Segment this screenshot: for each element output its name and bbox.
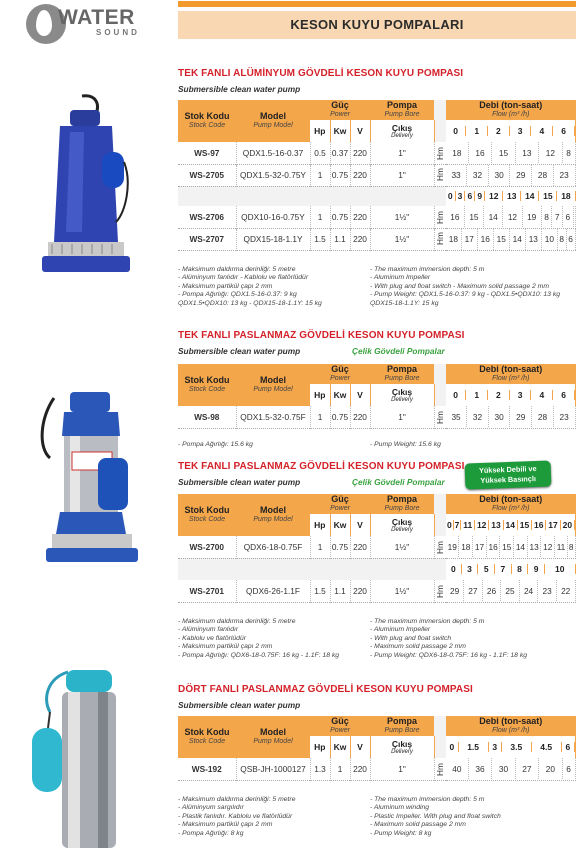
head-value: 14	[484, 206, 503, 227]
flow-value-header: 0	[446, 390, 466, 400]
head-value: 16	[477, 229, 493, 250]
head-value: 16	[486, 536, 500, 557]
model-header: Model Pump Model	[236, 364, 310, 406]
flow-value-header: 14	[503, 520, 517, 530]
head-value: 19	[522, 206, 541, 227]
table-row	[178, 536, 576, 558]
kw-value: 0.75	[330, 206, 350, 228]
head-value: 29	[510, 165, 532, 186]
table-row	[178, 580, 576, 602]
note-line: - Pompa Ağırlığı: QDX1.5-16-0.37: 9 kg	[178, 291, 297, 299]
note-line: - With plug and float switch	[370, 634, 452, 642]
section3-table: Stok Kodu Stock Code Model Pump Model Güç Power Pompa Pump Bore Debi (ton-saat) Flow (m³ /h) Hp Kw V Çıkış Delivery 0 7 11 12 13 14 15 16 17 20 WS-2700 QDX6-18-0.75F 1 0.75 220 1½" Hm 19 18 17 16 15 14 13 12 11 8 0 3 5 7 8 9 10 WS-2701 QDX6-26-1.1F 1.5 1.1 220 1½" Hm 29 27 26 25 24 23 22	[178, 494, 576, 603]
note-line: - Pompa Ağırlığı: QDX6-18-0.75F: 16 kg - 1.1F: 18 kg	[178, 651, 340, 659]
flow-value-header: 13	[489, 520, 503, 530]
flow-value-header: 6	[553, 126, 575, 136]
stock-code: WS-2700	[178, 536, 236, 558]
hp-value: 1	[310, 406, 330, 428]
flow-header: Debi (ton-saat) Flow (m³ /h)	[446, 100, 576, 120]
hp-value: 1.3	[310, 758, 330, 780]
pump-bore-header: Pompa Pump Bore	[370, 716, 434, 736]
voltage-value: 220	[350, 758, 370, 780]
head-value: 32	[467, 406, 489, 427]
stock-code: WS-2705	[178, 164, 236, 186]
head-value: 30	[492, 758, 515, 779]
pump-model: QDX15-18-1.1Y	[236, 228, 310, 250]
flow-value-header: 9	[528, 564, 545, 574]
power-header: Güç Power	[310, 716, 370, 736]
note-line: - Alüminyum fanlıdır - Kablolu ve flatörlüdür	[178, 274, 309, 282]
head-value: 8	[541, 206, 552, 227]
flow-value-header: 2	[488, 390, 510, 400]
flow-value-header: 0	[446, 126, 466, 136]
head-value: 19	[446, 536, 459, 557]
head-value: 13	[525, 229, 541, 250]
head-value: 7	[552, 206, 563, 227]
voltage-value: 220	[350, 206, 370, 228]
head-value: 20	[539, 758, 562, 779]
note-line: - Maksimum daldırma derinliği: 5 metre	[178, 796, 296, 803]
flow-value-header: 20	[560, 520, 574, 530]
head-value: 29	[510, 406, 532, 427]
head-value: 29	[446, 580, 464, 601]
kw-value: 0.75	[330, 164, 350, 186]
hm-label: Hm	[434, 762, 445, 776]
brand-sub: SOUND	[96, 28, 140, 37]
pump-image-aluminum	[26, 92, 146, 282]
head-value: 14	[509, 229, 525, 250]
head-value: 8	[557, 229, 566, 250]
head-value: 35	[446, 406, 467, 427]
flow-value-header: 3	[509, 126, 531, 136]
head-value: 6	[562, 206, 573, 227]
kw-value: 0.75	[330, 536, 350, 558]
note-line: - The maximum immersion depth: 5 m	[370, 266, 485, 273]
flow-value-header: 10	[544, 564, 575, 574]
note-line: - Maksimum partikül çapı 2 mm	[178, 643, 273, 651]
section3-notes-tr	[178, 618, 368, 660]
voltage-value: 220	[350, 228, 370, 250]
section2-note-en: - Pump Weight: 15.6 kg	[370, 441, 441, 448]
note-line: - Aluminum Impeller	[370, 274, 431, 282]
head-value: 14	[514, 536, 528, 557]
stock-code-header: Stok Kodu Stock Code	[178, 100, 236, 142]
head-value: 25	[501, 580, 520, 601]
hp-value: 1	[310, 164, 330, 186]
stock-code: WS-2706	[178, 206, 236, 228]
hp-value: 1	[310, 206, 330, 228]
table-row	[178, 164, 576, 186]
note-line: - Maksimum daldırma derinliği: 5 metre	[178, 618, 296, 625]
flow-value-header: 11	[461, 520, 475, 530]
head-value: 22	[556, 580, 575, 601]
flow-value-header: 8	[511, 564, 528, 574]
stock-code: WS-98	[178, 406, 236, 428]
head-value: 15	[464, 206, 483, 227]
note-line: - Aluminum Impeller	[370, 626, 431, 634]
head-value: 13	[515, 142, 538, 163]
note-line: - Pump Weight: QDX6-18-0.75F: 16 kg - 1.1F: 18 kg	[370, 651, 528, 659]
section3-notes-en	[370, 618, 576, 660]
flow-value-header: 4	[531, 126, 553, 136]
head-value	[573, 206, 575, 227]
head-value: 17	[473, 536, 487, 557]
pump-model: QDX1.5-32-0.75F	[236, 406, 310, 428]
flow-value-header: 6	[465, 191, 475, 201]
section2-celik: Çelik Gövdeli Pompalar	[352, 346, 445, 356]
head-value: 23	[553, 406, 575, 427]
flow-value-header: 6	[553, 390, 575, 400]
top-rule	[178, 1, 576, 7]
note-line: QDX15-18-1.1Y: 15 kg	[370, 299, 439, 307]
section1-notes-en	[370, 266, 576, 308]
flow-value-header: 15	[539, 191, 557, 201]
note-line: - Plastic Impeller. With plug and float switch	[370, 812, 501, 820]
model-header: Model Pump Model	[236, 716, 310, 758]
stock-code-header: Stok Kodu Stock Code	[178, 364, 236, 406]
stock-code-header: Stok Kodu Stock Code	[178, 494, 236, 536]
note-line: - Plastik fanlıdır. Kablolu ve flatörlüdür	[178, 812, 293, 820]
flow-value-header: 1	[466, 390, 488, 400]
hm-label: Hm	[434, 232, 445, 246]
section4-table: Stok Kodu Stock Code Model Pump Model Güç Power Pompa Pump Bore Debi (ton-saat) Flow (m³ /h) Hp Kw V Çıkış Delivery 0 1.5 3 3.5 4.5 6 WS-192 QSB-JH-1000127 1.3 1 220 1" Hm 40 36 30 27 20 6	[178, 716, 576, 781]
flow-header: Debi (ton-saat) Flow (m³ /h)	[446, 364, 576, 384]
head-value: 11	[555, 536, 568, 557]
kw-value: 0.75	[330, 406, 350, 428]
head-value: 10	[541, 229, 557, 250]
note-line: - Alüminyum fanlıdır	[178, 626, 239, 634]
pump-model: QDX10-16-0.75Y	[236, 206, 310, 228]
head-value: 28	[532, 165, 554, 186]
note-line: - Alüminyum sargılıdır	[178, 804, 244, 812]
voltage-value: 220	[350, 406, 370, 428]
pump-image-four-fan	[28, 668, 148, 854]
head-value: 30	[488, 165, 510, 186]
flow-value-header: 17	[546, 520, 560, 530]
section4-notes-en	[370, 796, 576, 838]
flow-value-header: 12	[475, 520, 489, 530]
bore-value: 1½"	[370, 228, 434, 250]
power-header: Güç Power	[310, 364, 370, 384]
brand-name: WATER	[58, 6, 135, 29]
kw-value: 1	[330, 758, 350, 780]
flow-value-header: 0	[446, 520, 452, 530]
head-value: 15	[492, 142, 515, 163]
flow-header: Debi (ton-saat) Flow (m³ /h)	[446, 494, 576, 514]
note-line: - Kablolu ve flatörlüdür	[178, 634, 247, 642]
head-value: 33	[446, 165, 467, 186]
head-value: 8	[562, 142, 575, 163]
flow-value-header: 12	[485, 191, 503, 201]
section1-title: TEK FANLI ALÜMİNYUM GÖVDELİ KESON KUYU POMPASI	[178, 68, 464, 79]
head-value: 27	[464, 580, 483, 601]
head-value: 26	[482, 580, 501, 601]
section3-title: TEK FANLI PASLANMAZ GÖVDELİ KESON KUYU POMPASI	[178, 461, 465, 472]
stock-code: WS-97	[178, 142, 236, 164]
brand-logo	[26, 4, 158, 42]
bore-value: 1½"	[370, 206, 434, 228]
flow-value-header: 3.5	[501, 742, 531, 752]
head-value: 12	[503, 206, 522, 227]
head-value: 12	[539, 142, 562, 163]
section4-title: DÖRT FANLI PASLANMAZ GÖVDELİ KESON KUYU POMPASI	[178, 684, 473, 695]
note-line: - Maksimum partikül çapı 2 mm	[178, 821, 273, 829]
flow-value-header: 0	[446, 564, 461, 574]
hm-label: Hm	[434, 210, 445, 224]
flow-value-header: 3	[455, 191, 465, 201]
note-line: - Pump Weight: QDX1.5-16-0.37: 9 kg - QDX1.5•QDX10: 13 kg	[370, 291, 561, 299]
flow-value-header: 3	[509, 390, 531, 400]
section1-subtitle: Submersible clean water pump	[178, 84, 301, 94]
pump-model: QSB-JH-1000127	[236, 758, 310, 780]
hm-label: Hm	[434, 584, 445, 598]
head-value: 27	[515, 758, 538, 779]
pump-image-stainless	[34, 388, 154, 568]
power-header: Güç Power	[310, 100, 370, 120]
head-value: 15	[493, 229, 509, 250]
head-value: 6	[562, 758, 575, 779]
section3-celik: Çelik Gövdeli Pompalar	[352, 477, 445, 487]
bore-value: 1"	[370, 164, 434, 186]
head-value: 15	[500, 536, 514, 557]
hm-label: Hm	[434, 540, 445, 554]
section2-title: TEK FANLI PASLANMAZ GÖVDELİ KESON KUYU POMPASI	[178, 330, 465, 341]
note-line: QDX1.5•QDX10: 13 kg - QDX15-18-1.1Y: 15 kg	[178, 299, 322, 307]
kw-value: 1.1	[330, 228, 350, 250]
note-line: - The maximum immersion depth: 5 m	[370, 618, 485, 625]
flow-value-header: 7	[495, 564, 512, 574]
head-value: 16	[468, 142, 491, 163]
flow-value-header: 9	[475, 191, 485, 201]
pump-model: QDX6-18-0.75F	[236, 536, 310, 558]
pump-bore-header: Pompa Pump Bore	[370, 494, 434, 514]
note-line: - The maximum immersion depth: 5 m	[370, 796, 485, 803]
hp-value: 1.5	[310, 228, 330, 250]
kw-value: 1.1	[330, 580, 350, 602]
hm-label: Hm	[434, 146, 445, 160]
stock-code-header: Stok Kodu Stock Code	[178, 716, 236, 758]
flow-subheader-row	[178, 558, 576, 580]
pump-model: QDX1.5-32-0.75Y	[236, 164, 310, 186]
head-value: 12	[541, 536, 555, 557]
note-line: - Pump Weight: 8 kg	[370, 829, 432, 837]
section3-subtitle: Submersible clean water pump	[178, 477, 301, 487]
head-value: 23	[538, 580, 557, 601]
head-value: 8	[567, 536, 575, 557]
power-header: Güç Power	[310, 494, 370, 514]
note-line: - Maximum solid passage 2 mm	[370, 643, 466, 651]
flow-value-header: 0	[446, 191, 455, 201]
section4-notes-tr	[178, 796, 368, 838]
flow-value-header: 15	[517, 520, 531, 530]
head-value: 23	[553, 165, 575, 186]
head-value: 13	[527, 536, 541, 557]
flow-value-header: 18	[557, 191, 575, 201]
pump-bore-header: Pompa Pump Bore	[370, 100, 434, 120]
note-line: - Maximum solid passage 2 mm	[370, 821, 466, 829]
note-line: - Maksimum daldırma derinliği: 5 metre	[178, 266, 296, 273]
table-row	[178, 206, 576, 228]
flow-value-header: 3	[488, 742, 501, 752]
head-value: 40	[446, 758, 468, 779]
pump-model: QDX1.5-16-0.37	[236, 142, 310, 164]
pump-model: QDX6-26-1.1F	[236, 580, 310, 602]
bore-value: 1"	[370, 406, 434, 428]
head-value: 28	[532, 406, 554, 427]
flow-value-header: 13	[503, 191, 521, 201]
note-line: - Maksimum partikül çapı 2 mm	[178, 282, 273, 290]
section1-notes-tr	[178, 266, 368, 308]
stock-code: WS-192	[178, 758, 236, 780]
head-value: 18	[446, 142, 468, 163]
section4-subtitle: Submersible clean water pump	[178, 700, 301, 710]
flow-subheader-row	[178, 186, 576, 206]
flow-value-header: 5	[478, 564, 495, 574]
head-value: 30	[488, 406, 510, 427]
flow-value-header: 16	[532, 520, 546, 530]
flow-value-header: 7	[454, 520, 460, 530]
flow-value-header: 1.5	[458, 742, 488, 752]
note-line: - Pompa Ağırlığı: 8 kg	[178, 829, 244, 837]
flow-value-header: 2	[488, 126, 510, 136]
high-flow-badge: Yüksek Debili ve Yüksek Basınçlı	[465, 461, 552, 490]
section2-table: Stok Kodu Stock Code Model Pump Model Güç Power Pompa Pump Bore Debi (ton-saat) Flow (m³ /h) Hp Kw V Çıkış Delivery 0 1 2 3 4 6 WS-98 QDX1.5-32-0.75F 1 0.75 220 1" Hm 35 32 30 29 28 23	[178, 364, 576, 429]
head-value: 36	[468, 758, 491, 779]
table-row	[178, 758, 576, 780]
table-row	[178, 142, 576, 164]
bore-value: 1½"	[370, 536, 434, 558]
bore-value: 1"	[370, 142, 434, 164]
voltage-value: 220	[350, 164, 370, 186]
head-value: 16	[446, 206, 464, 227]
table-row	[178, 406, 576, 428]
flow-value-header: 3	[461, 564, 478, 574]
stock-code: WS-2707	[178, 228, 236, 250]
bore-value: 1½"	[370, 580, 434, 602]
page-title: KESON KUYU POMPALARI	[178, 11, 576, 39]
flow-value-header: 14	[521, 191, 539, 201]
hm-label: Hm	[434, 168, 445, 182]
head-value: 24	[519, 580, 538, 601]
head-value: 18	[446, 229, 461, 250]
section2-subtitle: Submersible clean water pump	[178, 346, 301, 356]
hm-label: Hm	[434, 410, 445, 424]
head-value: 32	[467, 165, 489, 186]
flow-value-header: 0	[446, 742, 458, 752]
head-value: 18	[459, 536, 473, 557]
flow-header: Debi (ton-saat) Flow (m³ /h)	[446, 716, 576, 736]
flow-value-header: 4	[531, 390, 553, 400]
voltage-value: 220	[350, 580, 370, 602]
voltage-value: 220	[350, 142, 370, 164]
stock-code: WS-2701	[178, 580, 236, 602]
pump-bore-header: Pompa Pump Bore	[370, 364, 434, 384]
model-header: Model Pump Model	[236, 100, 310, 142]
flow-value-header: 4.5	[531, 742, 561, 752]
section2-note-tr: - Pompa Ağırlığı: 15.6 kg	[178, 441, 253, 448]
table-row	[178, 228, 576, 250]
note-line: - With plug and float switch - Maximum solid passage 2 mm	[370, 282, 549, 290]
head-value: 6	[566, 229, 575, 250]
flow-value-header: 6	[561, 742, 574, 752]
note-line: - Aluminum winding	[370, 804, 430, 812]
hp-value: 1.5	[310, 580, 330, 602]
model-header: Model Pump Model	[236, 494, 310, 536]
bore-value: 1"	[370, 758, 434, 780]
hp-value: 0.5	[310, 142, 330, 164]
head-value: 17	[461, 229, 477, 250]
kw-value: 0.37	[330, 142, 350, 164]
flow-value-header: 1	[466, 126, 488, 136]
voltage-value: 220	[350, 536, 370, 558]
hp-value: 1	[310, 536, 330, 558]
section1-table: Stok Kodu Stock Code Model Pump Model Güç Power Pompa Pump Bore Debi (ton-saat) Flow (m³ /h) Hp Kw V Çıkış Delivery 0 1 2 3 4 6 WS-97 QDX1.5-16-0.37 0.5 0.37 220 1" Hm 18 16 15 13 12 8 WS-2705 QDX1.5-32-0.75Y 1 0.75 220 1" Hm 33 32 30 29 28 23 0 3 6 9 12 13 14 15 18 WS-2706 QDX10-16-0.75Y 1 0.75 220 1½" Hm 16 15 14 12 19 8 7 6 WS-2707 QDX15-18-1.1Y 1.5 1.1 220 1½" Hm 18 17 16 15 14 13 10 8 6	[178, 100, 576, 251]
